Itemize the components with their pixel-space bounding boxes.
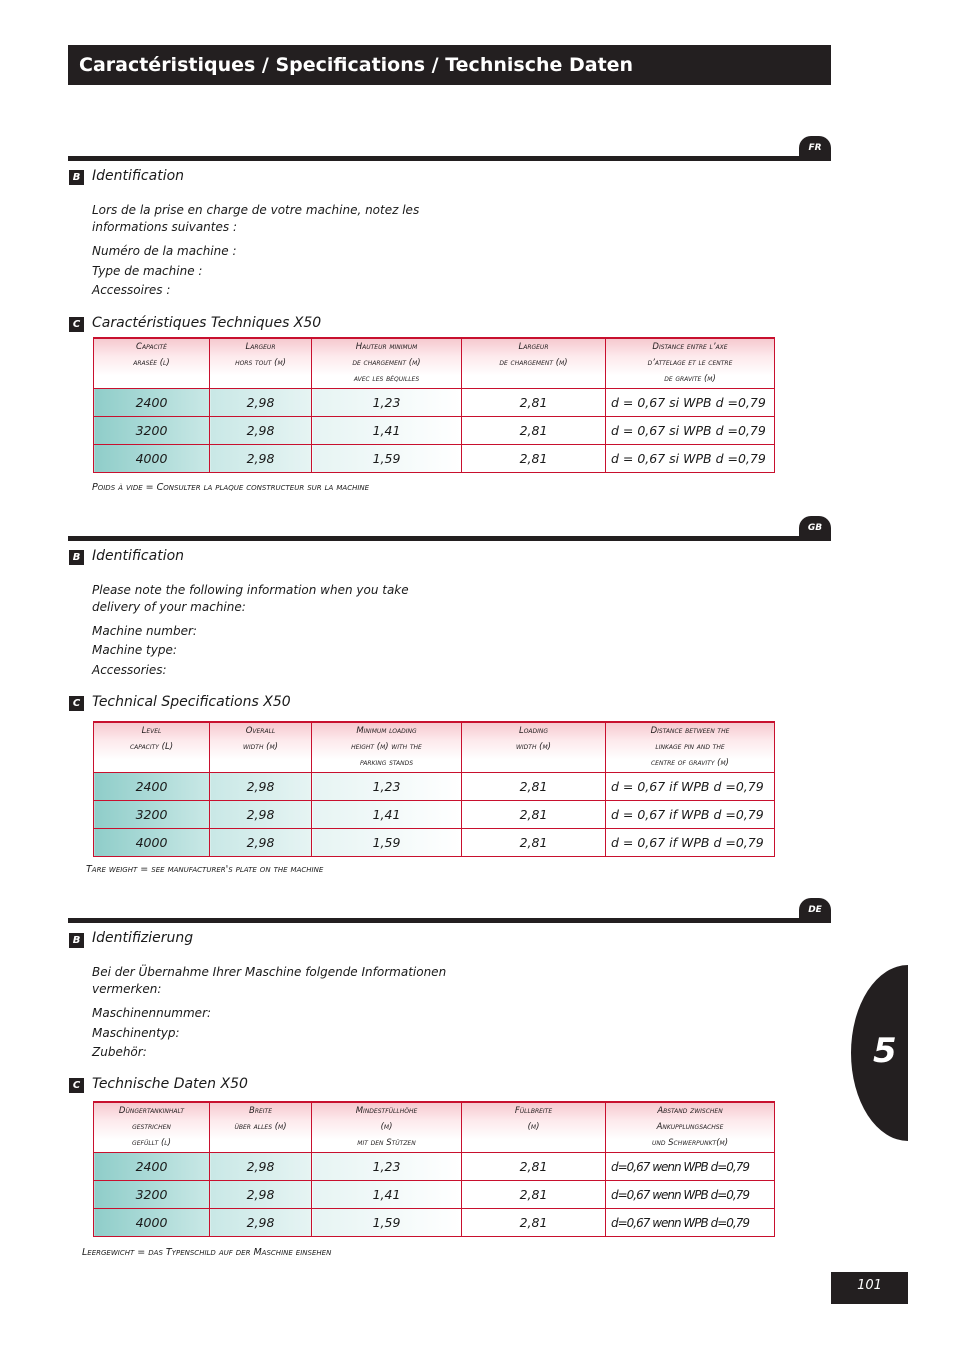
lang-tag-de: DE bbox=[799, 898, 831, 922]
column-header-line: width (m) bbox=[515, 742, 551, 752]
column-header-line: Loading bbox=[518, 726, 549, 736]
table-header-row bbox=[94, 722, 775, 773]
table-cell: 1,41 bbox=[312, 801, 462, 829]
column-header-line: Ankupplungsachse bbox=[656, 1122, 724, 1132]
identification-intro: Bei der Übernahme Ihrer Maschine folgende Informationen vermerken: bbox=[92, 965, 447, 996]
field-accessories: Accessories: bbox=[92, 663, 167, 677]
table-row bbox=[94, 445, 775, 473]
identification-intro: Please note the following information when you take delivery of your machine: bbox=[92, 583, 409, 614]
column-header-line: height (m) with the bbox=[351, 742, 422, 752]
table-row bbox=[94, 773, 775, 801]
column-header-line: de gravite (m) bbox=[664, 374, 716, 384]
table-cell: d=0,67 wenn WPB d=0,79 bbox=[606, 1209, 775, 1237]
specs-title: Caractéristiques Techniques X50 bbox=[92, 315, 322, 331]
identification-title: Identification bbox=[92, 168, 185, 184]
chapter-number: 5 bbox=[873, 1031, 897, 1071]
column-header bbox=[210, 722, 312, 773]
table-cell: 2,81 bbox=[462, 801, 606, 829]
section-badge-b: B bbox=[69, 550, 84, 565]
lang-tag-gb: GB bbox=[799, 516, 831, 540]
column-header bbox=[462, 722, 606, 773]
column-header bbox=[94, 338, 210, 389]
table-cell: d = 0,67 si WPB d =0,79 bbox=[606, 417, 775, 445]
identification-title: Identifizierung bbox=[92, 930, 194, 946]
column-header bbox=[210, 338, 312, 389]
field-accessories: Zubehör: bbox=[92, 1045, 147, 1059]
weight-note: Leergewicht = das Typenschild auf der Maschine einsehen bbox=[82, 1247, 332, 1258]
section-badge-b: B bbox=[69, 170, 84, 185]
table-cell: 3200 bbox=[94, 1181, 210, 1209]
section-divider-gb bbox=[68, 536, 831, 541]
section-badge-c: C bbox=[69, 1078, 84, 1093]
table-cell: 1,41 bbox=[312, 1181, 462, 1209]
column-header-line: capacity (L) bbox=[129, 742, 174, 752]
column-header-line: gefüllt (l) bbox=[132, 1138, 171, 1148]
page-number: 101 bbox=[831, 1272, 908, 1304]
table-row bbox=[94, 389, 775, 417]
column-header-line: Mindestfüllhöhe bbox=[355, 1106, 418, 1116]
column-header-line: Capacité bbox=[136, 342, 167, 352]
weight-note: Tare weight = see manufacturer's plate on the machine bbox=[86, 864, 324, 875]
table-row bbox=[94, 801, 775, 829]
table-cell: 1,23 bbox=[312, 389, 462, 417]
column-header-line: centre of gravity (m) bbox=[650, 758, 729, 768]
table-cell: 2,98 bbox=[210, 829, 312, 857]
specs-table bbox=[93, 721, 775, 857]
column-header bbox=[606, 338, 775, 389]
table-cell: 4000 bbox=[94, 829, 210, 857]
table-cell: 2,98 bbox=[210, 801, 312, 829]
table-cell: 2,98 bbox=[210, 445, 312, 473]
column-header bbox=[94, 722, 210, 773]
table-cell: 1,23 bbox=[312, 1153, 462, 1181]
table-cell: 2,98 bbox=[210, 1153, 312, 1181]
column-header-line: parking stands bbox=[359, 758, 414, 768]
specs-table bbox=[93, 1101, 775, 1237]
specs-title: Technical Specifications X50 bbox=[92, 694, 291, 710]
column-header-line: Minimum loading bbox=[356, 726, 417, 736]
column-header bbox=[312, 338, 462, 389]
column-header-line: Distance entre l’axe bbox=[652, 342, 728, 352]
field-machine-type: Machine type: bbox=[92, 643, 177, 657]
table-cell: d = 0,67 si WPB d =0,79 bbox=[606, 389, 775, 417]
table-cell: 4000 bbox=[94, 1209, 210, 1237]
column-header-line: Overall bbox=[245, 726, 276, 736]
chapter-tab bbox=[851, 965, 908, 1141]
table-cell: 1,23 bbox=[312, 773, 462, 801]
table-cell: 2,81 bbox=[462, 445, 606, 473]
table-cell: 2,81 bbox=[462, 1153, 606, 1181]
table-cell: 1,41 bbox=[312, 417, 462, 445]
column-header-line: Düngertankinhalt bbox=[118, 1106, 185, 1116]
column-header-line: de chargement (m) bbox=[352, 358, 421, 368]
section-badge-c: C bbox=[69, 696, 84, 711]
table-cell: 2,81 bbox=[462, 1209, 606, 1237]
weight-note: Poids à vide = Consulter la plaque constructeur sur la machine bbox=[92, 482, 370, 493]
table-cell: 1,59 bbox=[312, 829, 462, 857]
table-cell: d=0,67 wenn WPB d=0,79 bbox=[606, 1181, 775, 1209]
table-cell: 2,81 bbox=[462, 389, 606, 417]
column-header-line: Hauteur minimum bbox=[355, 342, 418, 352]
column-header bbox=[606, 1102, 775, 1153]
column-header-line: linkage pin and the bbox=[655, 742, 725, 752]
column-header bbox=[312, 722, 462, 773]
column-header-line: avec les béquilles bbox=[353, 374, 420, 384]
column-header-line: arasée (l) bbox=[133, 358, 170, 368]
section-divider-de bbox=[68, 918, 831, 923]
column-header-line: Distance between the bbox=[650, 726, 730, 736]
table-cell: 2,81 bbox=[462, 1181, 606, 1209]
specs-title: Technische Daten X50 bbox=[92, 1076, 248, 1092]
table-row bbox=[94, 829, 775, 857]
table-cell: 2400 bbox=[94, 773, 210, 801]
column-header-line: (m) bbox=[527, 1122, 540, 1132]
column-header-line: (m) bbox=[380, 1122, 393, 1132]
field-machine-number: Maschinennummer: bbox=[92, 1006, 212, 1020]
column-header-line: de chargement (m) bbox=[499, 358, 568, 368]
field-machine-number: Numéro de la machine : bbox=[92, 244, 237, 258]
column-header bbox=[462, 338, 606, 389]
table-row bbox=[94, 1181, 775, 1209]
table-row bbox=[94, 417, 775, 445]
column-header-line: Abstand zwischen bbox=[657, 1106, 723, 1116]
column-header bbox=[312, 1102, 462, 1153]
table-cell: 2400 bbox=[94, 389, 210, 417]
section-divider-fr bbox=[68, 156, 831, 161]
table-header-row bbox=[94, 338, 775, 389]
column-header bbox=[94, 1102, 210, 1153]
column-header-line: über alles (m) bbox=[234, 1122, 287, 1132]
table-cell: d=0,67 wenn WPB d=0,79 bbox=[606, 1153, 775, 1181]
table-cell: 2,98 bbox=[210, 773, 312, 801]
specs-table bbox=[93, 337, 775, 473]
table-cell: d = 0,67 if WPB d =0,79 bbox=[606, 829, 775, 857]
table-header-row bbox=[94, 1102, 775, 1153]
table-row bbox=[94, 1153, 775, 1181]
column-header bbox=[210, 1102, 312, 1153]
column-header-line: gestrichen bbox=[132, 1122, 171, 1132]
table-cell: 3200 bbox=[94, 801, 210, 829]
column-header-line: Level bbox=[141, 726, 162, 736]
column-header bbox=[462, 1102, 606, 1153]
table-cell: 1,59 bbox=[312, 1209, 462, 1237]
field-machine-type: Type de machine : bbox=[92, 264, 203, 278]
table-cell: 1,59 bbox=[312, 445, 462, 473]
table-cell: 2,98 bbox=[210, 1209, 312, 1237]
table-cell: 2,81 bbox=[462, 417, 606, 445]
table-cell: 2400 bbox=[94, 1153, 210, 1181]
column-header-line: width (m) bbox=[242, 742, 278, 752]
column-header bbox=[606, 722, 775, 773]
column-header-line: mit den Stützen bbox=[357, 1138, 416, 1148]
table-cell: 4000 bbox=[94, 445, 210, 473]
section-badge-c: C bbox=[69, 317, 84, 332]
page-title: Caractéristiques / Specifications / Technische Daten bbox=[68, 45, 831, 85]
column-header-line: hors tout (m) bbox=[235, 358, 286, 368]
column-header-line: und Schwerpunkt(m) bbox=[651, 1138, 729, 1148]
field-machine-type: Maschinentyp: bbox=[92, 1026, 180, 1040]
column-header-line: Largeur bbox=[245, 342, 276, 352]
table-cell: 2,98 bbox=[210, 1181, 312, 1209]
column-header-line: Breite bbox=[248, 1106, 273, 1116]
table-cell: 2,98 bbox=[210, 417, 312, 445]
column-header-line: d’attelage et le centre bbox=[647, 358, 733, 368]
table-row bbox=[94, 1209, 775, 1237]
table-cell: d = 0,67 si WPB d =0,79 bbox=[606, 445, 775, 473]
lang-tag-fr: FR bbox=[799, 136, 831, 160]
table-cell: 3200 bbox=[94, 417, 210, 445]
identification-title: Identification bbox=[92, 548, 185, 564]
table-cell: 2,81 bbox=[462, 829, 606, 857]
field-accessories: Accessoires : bbox=[92, 283, 171, 297]
table-cell: 2,81 bbox=[462, 773, 606, 801]
column-header-line: Füllbreite bbox=[514, 1106, 553, 1116]
column-header-line: Largeur bbox=[518, 342, 549, 352]
section-badge-b: B bbox=[69, 933, 84, 948]
table-cell: d = 0,67 if WPB d =0,79 bbox=[606, 801, 775, 829]
table-cell: 2,98 bbox=[210, 389, 312, 417]
field-machine-number: Machine number: bbox=[92, 624, 197, 638]
table-cell: d = 0,67 if WPB d =0,79 bbox=[606, 773, 775, 801]
identification-intro: Lors de la prise en charge de votre machine, notez les informations suivantes : bbox=[92, 203, 420, 234]
